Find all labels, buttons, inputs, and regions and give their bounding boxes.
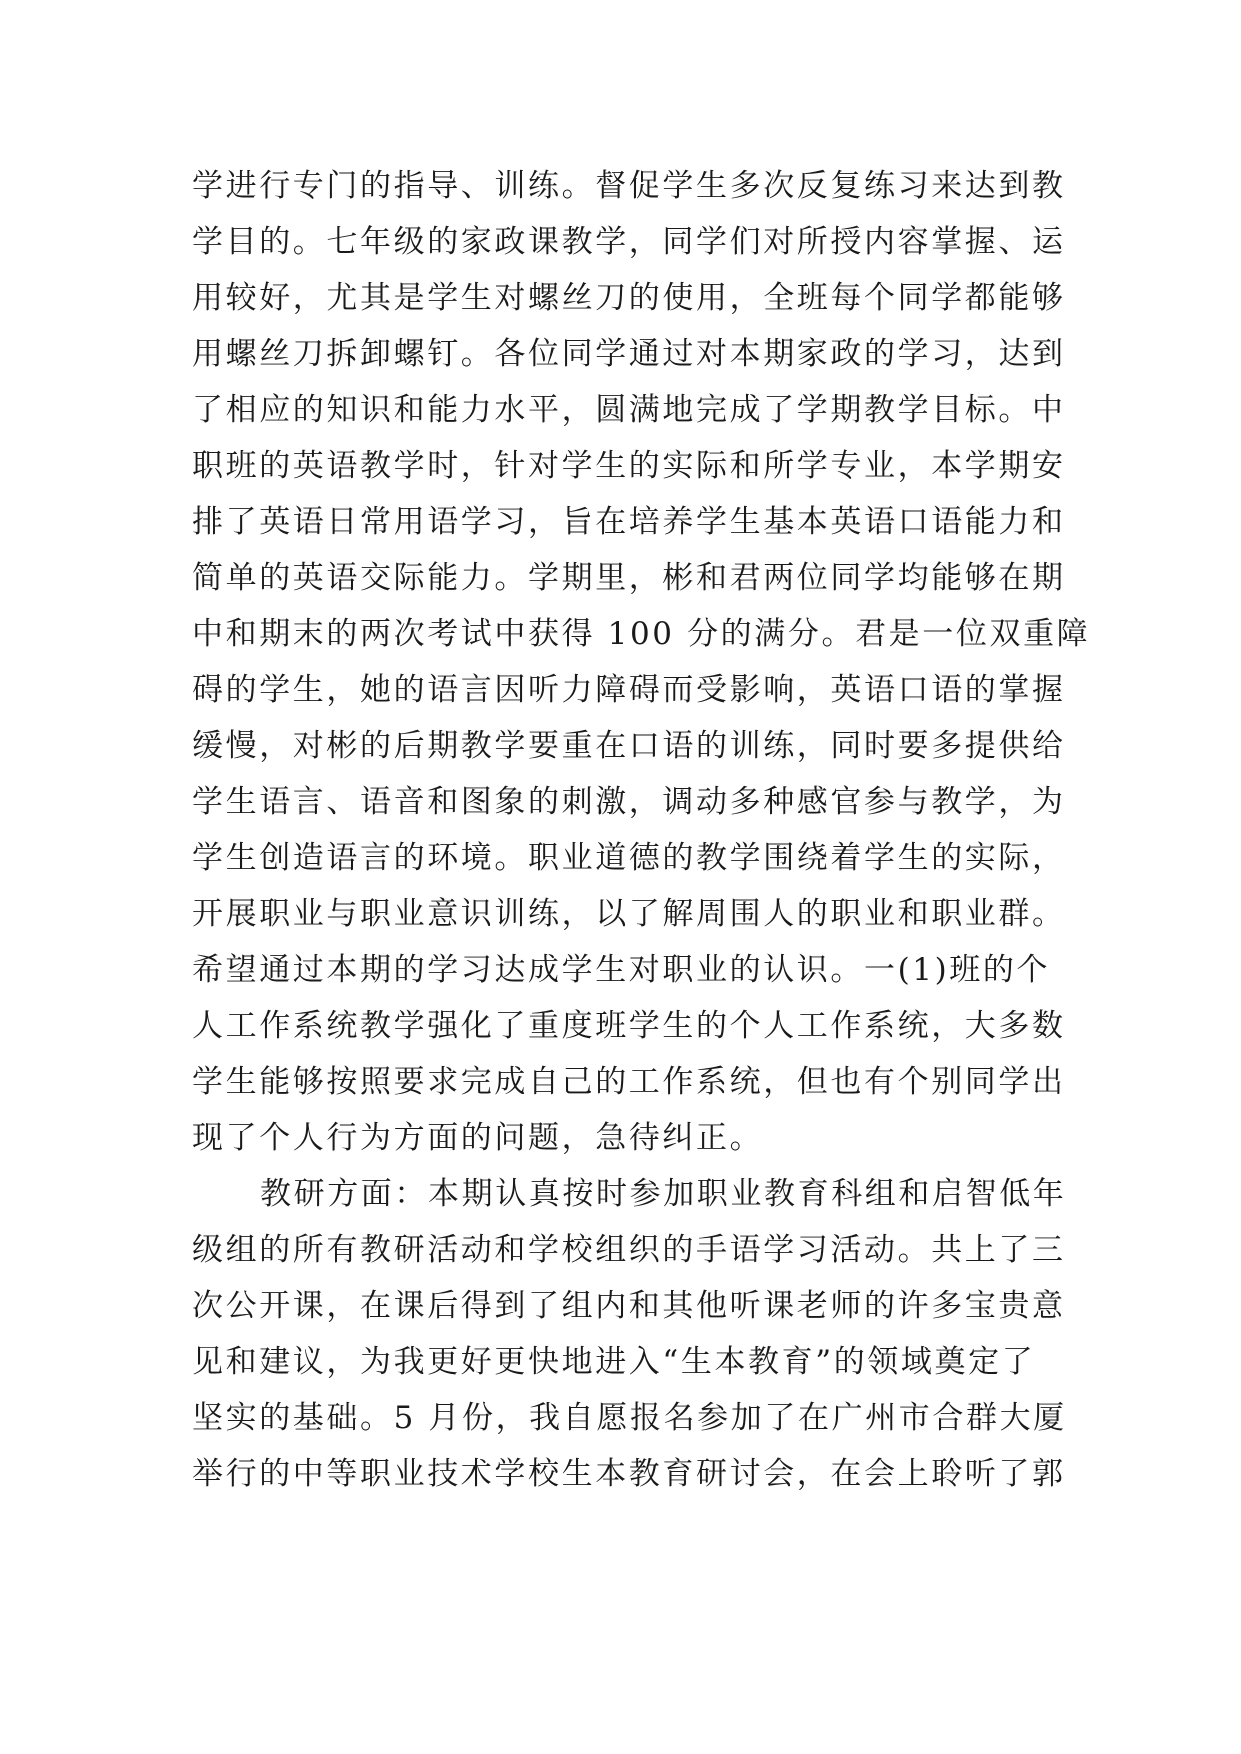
text-line: 用较好，尤其是学生对螺丝刀的使用，全班每个同学都能够 — [192, 280, 1066, 316]
text-line: 坚实的基础。5 月份，我自愿报名参加了在广州市合群大厦 — [192, 1400, 1067, 1436]
text-line: 开展职业与职业意识训练，以了解周围人的职业和职业群。 — [192, 896, 1066, 932]
text-line: 学生创造语言的环境。职业道德的教学围绕着学生的实际， — [192, 840, 1066, 876]
text-line: 见和建议，为我更好更快地进入“生本教育”的领域奠定了 — [192, 1344, 1036, 1380]
text-line: 学生能够按照要求完成自己的工作系统，但也有个别同学出 — [192, 1064, 1066, 1100]
text-line: 职班的英语教学时，针对学生的实际和所学专业，本学期安 — [192, 448, 1066, 484]
text-line: 缓慢，对彬的后期教学要重在口语的训练，同时要多提供给 — [192, 728, 1066, 764]
text-line: 次公开课，在课后得到了组内和其他听课老师的许多宝贵意 — [192, 1288, 1066, 1324]
text-line: 中和期末的两次考试中获得 100 分的满分。君是一位双重障 — [192, 616, 1091, 652]
text-line: 碍的学生，她的语言因听力障碍而受影响，英语口语的掌握 — [192, 672, 1066, 708]
text-line: 学生语言、语音和图象的刺激，调动多种感官参与教学，为 — [192, 784, 1066, 820]
text-line: 现了个人行为方面的问题，急待纠正。 — [192, 1120, 764, 1156]
text-line: 希望通过本期的学习达成学生对职业的认识。一(1)班的个 — [192, 952, 1051, 988]
text-line: 简单的英语交际能力。学期里，彬和君两位同学均能够在期 — [192, 560, 1066, 596]
text-line: 了相应的知识和能力水平，圆满地完成了学期教学目标。中 — [192, 392, 1066, 428]
text-line: 人工作系统教学强化了重度班学生的个人工作系统，大多数 — [192, 1008, 1066, 1044]
text-line: 排了英语日常用语学习，旨在培养学生基本英语口语能力和 — [192, 504, 1066, 540]
text-line: 学目的。七年级的家政课教学，同学们对所授内容掌握、运 — [192, 224, 1066, 260]
text-line: 用螺丝刀拆卸螺钉。各位同学通过对本期家政的学习，达到 — [192, 336, 1066, 372]
body-text — [192, 158, 1092, 1502]
text-line: 学进行专门的指导、训练。督促学生多次反复练习来达到教 — [192, 168, 1066, 204]
text-line: 举行的中等职业技术学校生本教育研讨会，在会上聆听了郭 — [192, 1456, 1066, 1492]
text-line: 级组的所有教研活动和学校组织的手语学习活动。共上了三 — [192, 1232, 1066, 1268]
paragraph-start-line: 教研方面：本期认真按时参加职业教育科组和启智低年 — [260, 1176, 1067, 1212]
